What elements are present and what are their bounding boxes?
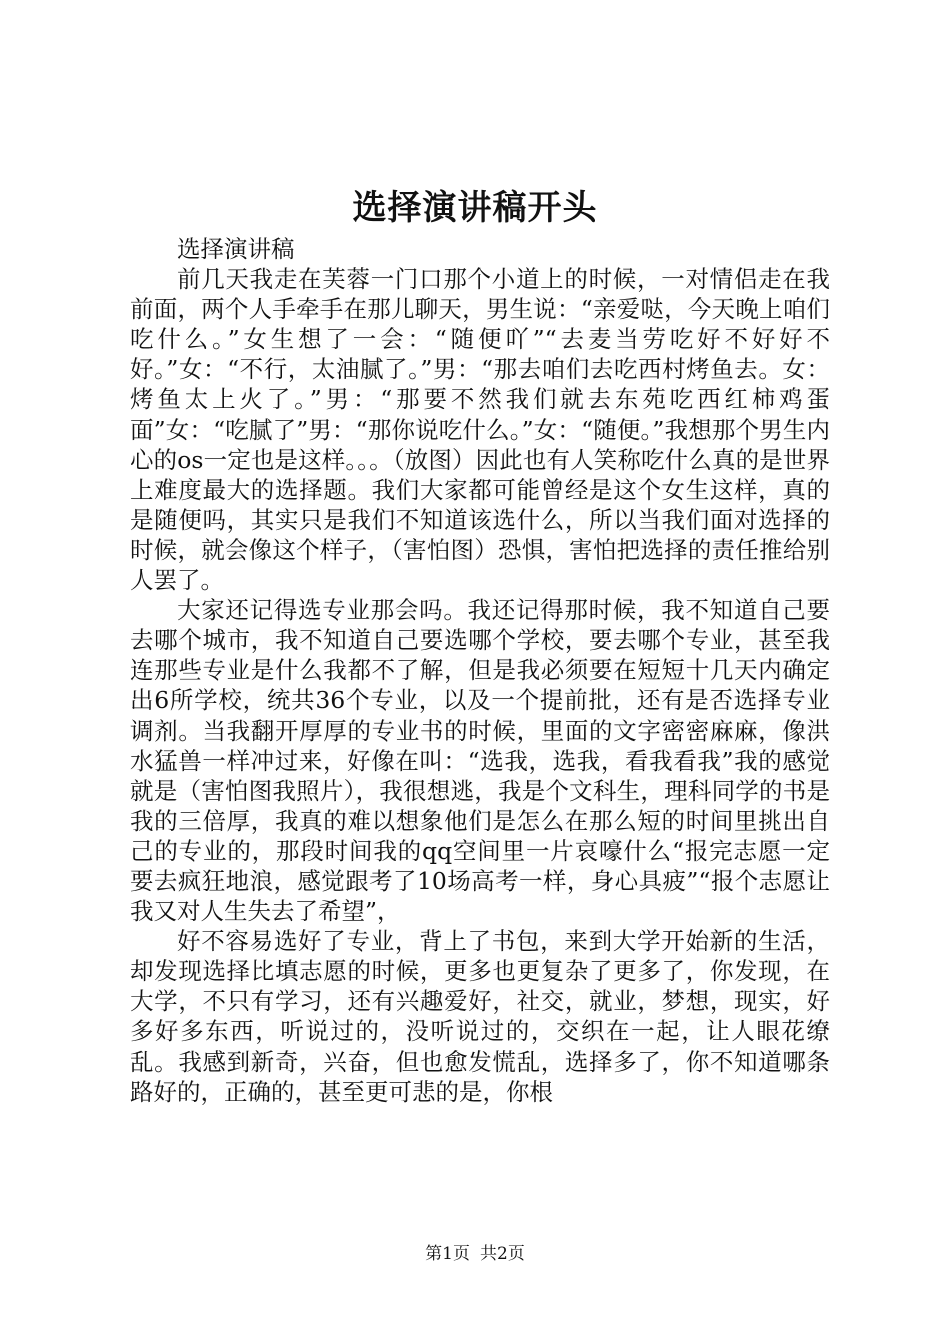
document-body bbox=[130, 234, 830, 1107]
body-paragraph: 前几天我走在芙蓉一门口那个小道上的时候，一对情侣走在我前面，两个人手牵手在那儿聊天，男生说：“亲爱哒，今天晚上咱们吃什么。”女生想了一会：“随便吖”“去麦当劳吃好不好好不好。”女：“不行，太油腻了。”男：“那去咱们去吃西村烤鱼去。女：烤鱼太上火了。”男：“那要不然我们就去东苑吃西红柿鸡蛋面”女：“吃腻了”男：“那你说吃什么。”女：“随便。”我想那个男生内心的os一定也是这样。。。（放图）因此也有人笑称吃什么真的是世界上难度最大的选择题。我们大家都可能曾经是这个女生这样，真的是随便吗，其实只是我们不知道该选什么，所以当我们面对选择的时候，就会像这个样子，（害怕图）恐惧，害怕把选择的责任推给别人罢了。 bbox=[130, 265, 830, 595]
page-number: 第1页 bbox=[425, 1244, 470, 1264]
subtitle-paragraph: 选择演讲稿 bbox=[177, 235, 295, 263]
document-title: 选择演讲稿开头 bbox=[352, 188, 598, 228]
page-total: 共2页 bbox=[480, 1244, 525, 1264]
body-paragraph: 好不容易选好了专业，背上了书包，来到大学开始新的生活，却发现选择比填志愿的时候，更多也更复杂了更多了，你发现，在大学，不只有学习，还有兴趣爱好，社交，就业，梦想，现实，好多好多东西，听说过的，没听说过的，交织在一起，让人眼花缭乱。我感到新奇，兴奋，但也愈发慌乱，选择多了，你不知道哪条路好的，正确的，甚至更可悲的是，你根 bbox=[130, 927, 830, 1106]
page-footer bbox=[0, 1242, 950, 1266]
body-paragraph: 大家还记得选专业那会吗。我还记得那时候，我不知道自己要去哪个城市，我不知道自己要选哪个学校，要去哪个专业，甚至我连那些专业是什么我都不了解，但是我必须要在短短十几天内确定出6所学校，统共36个专业，以及一个提前批，还有是否选择专业调剂。当我翻开厚厚的专业书的时候，里面的文字密密麻麻，像洪水猛兽一样冲过来，好像在叫：“选我，选我，看我看我”我的感觉就是（害怕图我照片），我很想逃，我是个文科生，理科同学的书是我的三倍厚，我真的难以想象他们是怎么在那么短的时间里挑出自己的专业的，那段时间我的qq空间里一片哀嚎什么“报完志愿一定要去疯狂地浪，感觉跟考了10场高考一样，身心具疲”“报个志愿让我又对人生失去了希望”， bbox=[130, 596, 830, 926]
